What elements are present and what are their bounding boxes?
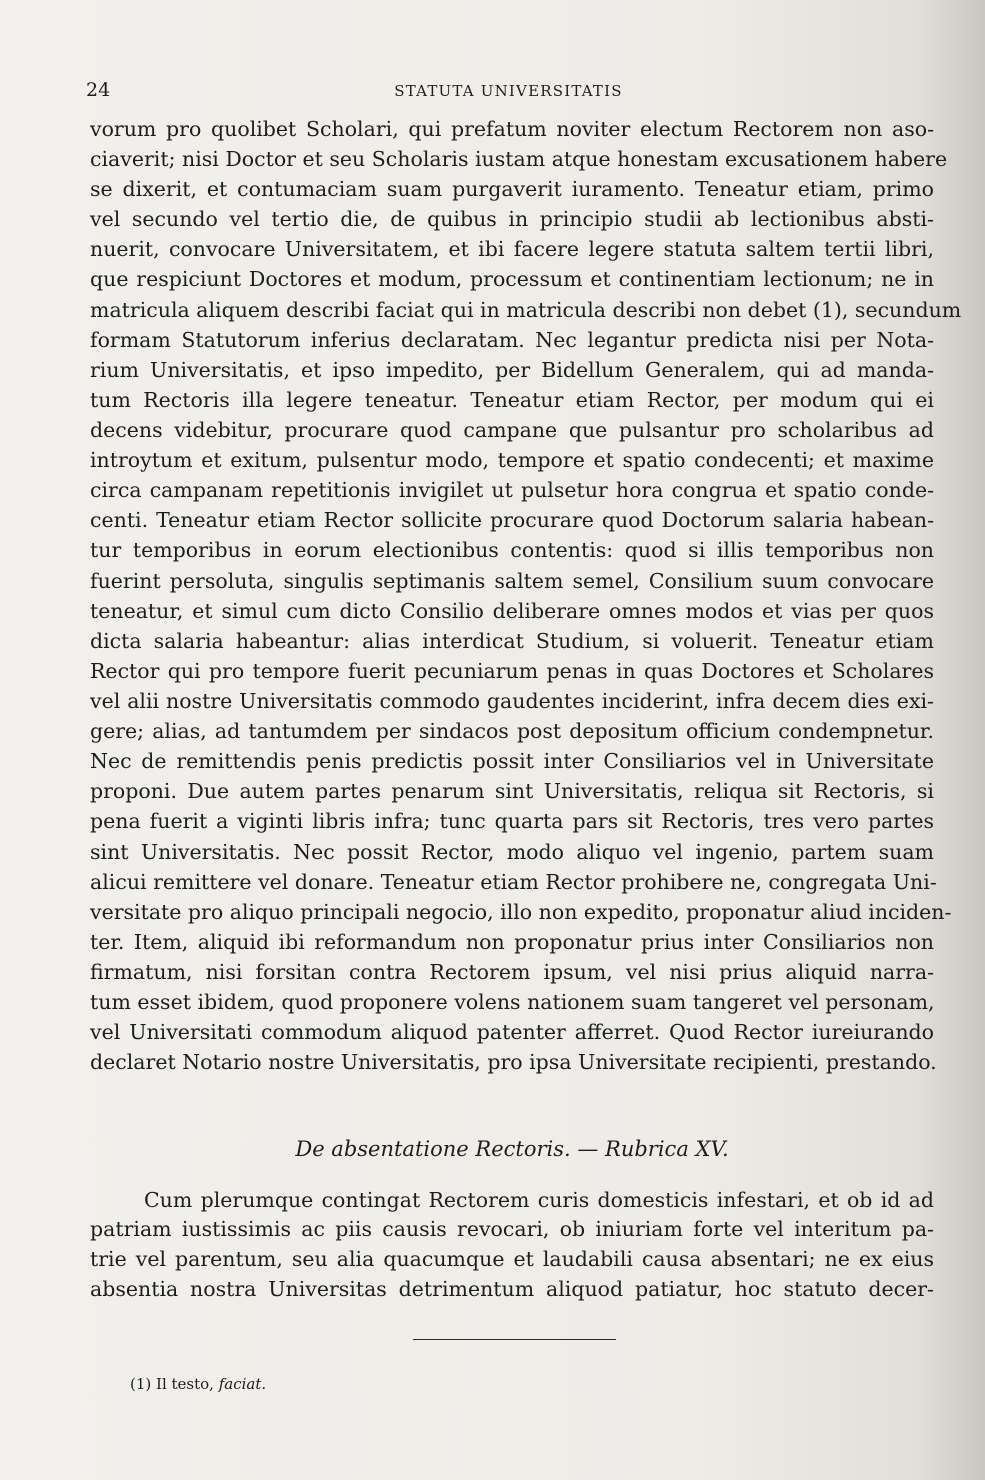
body-line: declaret Notario nostre Universitatis, pro ipsa Universitate recipienti, prestando. bbox=[90, 1050, 937, 1074]
footnote-marker: (1) Il testo, bbox=[130, 1375, 214, 1393]
running-head-title: STATUTA UNIVERSITATIS bbox=[394, 82, 623, 100]
body-line: decens videbitur, procurare quod campane que pulsantur pro scholaribus ad bbox=[90, 418, 934, 442]
body-line: introytum et exitum, pulsentur modo, tempore et spatio condecenti; et maxime bbox=[90, 448, 934, 472]
section-line: trie vel parentum, seu alia quacumque et laudabili causa absentari; ne ex eius bbox=[90, 1247, 934, 1271]
body-line: ter. Item, aliquid ibi reformandum non proponatur prius inter Consiliarios non bbox=[90, 930, 934, 954]
body-line: fuerint persoluta, singulis septimanis saltem semel, Consilium suum convocare bbox=[90, 569, 934, 593]
body-line: Rector qui pro tempore fuerit pecuniarum penas in quas Doctores et Scholares bbox=[90, 659, 934, 683]
body-line: alicui remittere vel donare. Teneatur etiam Rector prohibere ne, congregata Uni- bbox=[90, 870, 937, 894]
body-line: matricula aliquem describi faciat qui in matricula describi non debet (1), secundum bbox=[90, 298, 962, 322]
running-head bbox=[86, 79, 931, 101]
body-line: vel secundo vel tertio die, de quibus in principio studii ab lectionibus absti- bbox=[90, 207, 934, 231]
body-line: sint Universitatis. Nec possit Rector, modo aliquo vel ingenio, partem suam bbox=[90, 840, 934, 864]
body-line: gere; alias, ad tantumdem per sindacos post depositum officium condempnetur. bbox=[90, 719, 934, 743]
body-line: vel Universitati commodum aliquod patenter afferret. Quod Rector iureiurando bbox=[90, 1020, 934, 1044]
rubric-heading: De absentatione Rectoris. — Rubrica XV. bbox=[295, 1137, 729, 1161]
body-line: proponi. Due autem partes penarum sint Universitatis, reliqua sit Rectoris, si bbox=[90, 779, 934, 803]
body-line: rium Universitatis, et ipso impedito, per Bidellum Generalem, qui ad manda- bbox=[90, 358, 934, 382]
body-line: firmatum, nisi forsitan contra Rectorem ipsum, vel nisi prius aliquid narra- bbox=[90, 960, 934, 984]
body-line: Nec de remittendis penis predictis possit inter Consiliarios vel in Universitate bbox=[90, 749, 934, 773]
body-line: tum Rectoris illa legere teneatur. Teneatur etiam Rector, per modum qui ei bbox=[90, 388, 934, 412]
section-line: Cum plerumque contingat Rectorem curis domesticis infestari, et ob id ad bbox=[144, 1188, 934, 1212]
body-line: dicta salaria habeantur: alias interdicat Studium, si voluerit. Teneatur etiam bbox=[90, 629, 934, 653]
body-line: tum esset ibidem, quod proponere volens nationem suam tangeret vel personam, bbox=[90, 990, 935, 1014]
body-line: pena fuerit a viginti libris infra; tunc quarta pars sit Rectoris, tres vero partes bbox=[90, 809, 934, 833]
body-line: formam Statutorum inferius declaratam. Nec legantur predicta nisi per Nota- bbox=[90, 328, 934, 352]
body-line: versitate pro aliquo principali negocio, illo non expedito, proponatur aliud inciden- bbox=[90, 900, 952, 924]
footnote bbox=[130, 1374, 266, 1394]
body-line: vel alii nostre Universitatis commodo gaudentes inciderint, infra decem dies exi- bbox=[90, 689, 934, 713]
footnote-term: faciat. bbox=[218, 1375, 267, 1393]
section-line: absentia nostra Universitas detrimentum aliquod patiatur, hoc statuto decer- bbox=[90, 1277, 934, 1301]
footnote-rule bbox=[413, 1339, 616, 1340]
page-number: 24 bbox=[86, 79, 111, 101]
body-line: circa campanam repetitionis invigilet ut pulsetur hora congrua et spatio conde- bbox=[90, 478, 934, 502]
body-line: tur temporibus in eorum electionibus contentis: quod si illis temporibus non bbox=[90, 538, 934, 562]
body-line: se dixerit, et contumaciam suam purgaverit iuramento. Teneatur etiam, primo bbox=[90, 177, 934, 201]
body-line: nuerit, convocare Universitatem, et ibi facere legere statuta saltem tertii libri, bbox=[90, 237, 934, 261]
body-line: que respiciunt Doctores et modum, processum et continentiam lectionum; ne in bbox=[90, 267, 934, 291]
body-line: centi. Teneatur etiam Rector sollicite procurare quod Doctorum salaria habean- bbox=[90, 508, 934, 532]
body-line: ciaverit; nisi Doctor et seu Scholaris iustam atque honestam excusationem habere bbox=[90, 147, 948, 171]
body-line: vorum pro quolibet Scholari, qui prefatum noviter electum Rectorem non aso- bbox=[90, 117, 934, 141]
body-line: teneatur, et simul cum dicto Consilio deliberare omnes modos et vias per quos bbox=[90, 599, 934, 623]
section-line: patriam iustissimis ac piis causis revocari, ob iniuriam forte vel interitum pa- bbox=[90, 1217, 934, 1241]
